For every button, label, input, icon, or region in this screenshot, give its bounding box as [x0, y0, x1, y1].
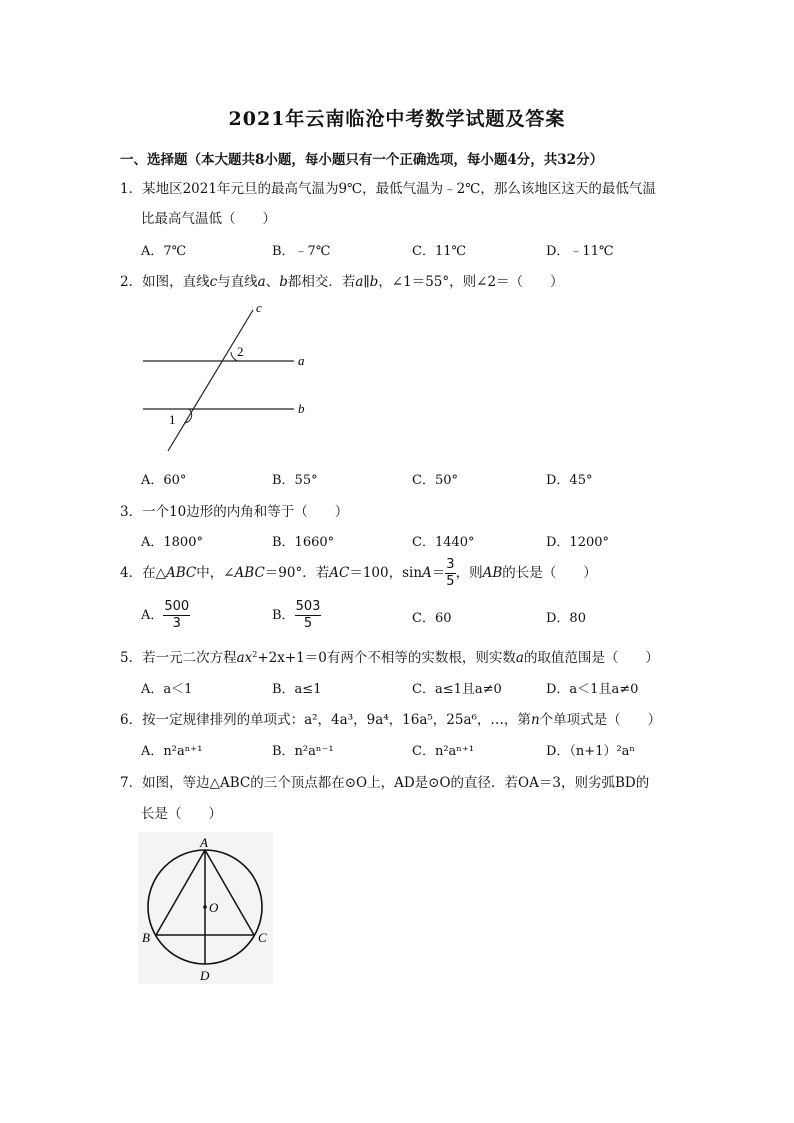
angle-1-arc — [184, 409, 192, 423]
q6-option-b: B．n²aⁿ⁻¹ — [272, 744, 334, 759]
label-angle-2: 2 — [237, 344, 244, 359]
q6-option-c: C．n²aⁿ⁺¹ — [412, 744, 474, 759]
label-O: O — [209, 900, 219, 915]
page-title: 2021年云南临沧中考数学试题及答案 — [228, 108, 566, 130]
question-7-line-1: 7．如图，等边△ABC的三个顶点都在⊙O上，AD是⊙O的直径．若OA＝3，则劣弧BD的 — [120, 775, 650, 791]
label-a: a — [298, 353, 305, 368]
question-7-line-2: 长是（ ） — [141, 806, 222, 822]
q5-option-d: D．a＜1且a≠0 — [546, 682, 639, 697]
q6-option-d: D．（n+1）²aⁿ — [546, 744, 636, 759]
question-2-text: 2．如图，直线c与直线a、b都相交．若a∥b，∠1＝55°，则∠2＝（ ） — [120, 274, 564, 290]
q2-option-b: B．55° — [272, 473, 318, 488]
question-3-text: 3．一个10边形的内角和等于（ ） — [120, 504, 349, 520]
q5-option-c: C．a≤1且a≠0 — [412, 682, 502, 697]
q4-option-a: A． $\frac{500}{3}$ — [141, 599, 190, 631]
question-6-text: 6．按一定规律排列的单项式：a²，4a³，9a⁴，16a⁵，25a⁶，…，第n个单项式是（ ） — [120, 712, 662, 728]
q1-option-a: A．7℃ — [141, 244, 187, 259]
label-C: C — [258, 930, 267, 945]
question-4-text: 4．在△ABC中，∠ABC＝90°．若AC＝100，sinA＝ $\frac{3}{5}$ ，则AB的长是（ ） — [120, 557, 597, 589]
label-A: A — [200, 835, 208, 850]
label-b: b — [298, 401, 305, 416]
q4-option-d: D．80 — [546, 611, 586, 626]
q6-option-a: A．n²aⁿ⁺¹ — [141, 744, 203, 759]
q3-option-a: A．1800° — [141, 535, 203, 550]
q1-option-c: C．11℃ — [412, 244, 467, 259]
q1-option-b: B．﹣7℃ — [272, 244, 331, 259]
label-angle-1: 1 — [169, 412, 176, 427]
q5-option-b: B．a≤1 — [272, 682, 322, 697]
center-point — [203, 905, 207, 909]
q4-option-b: B． $\frac{503}{5}$ — [272, 599, 321, 631]
q2-option-a: A．60° — [141, 473, 187, 488]
label-D: D — [200, 968, 210, 983]
fraction-3-over-5: $\frac{3}{5}$ — [446, 557, 455, 589]
question-1-line-2: 比最高气温低（ ） — [141, 211, 276, 227]
line-c — [168, 310, 253, 451]
q5-option-a: A．a＜1 — [141, 682, 193, 697]
q4-option-c: C．60 — [412, 611, 452, 626]
q1-option-d: D．﹣11℃ — [546, 244, 614, 259]
q2-option-d: D．45° — [546, 473, 593, 488]
q3-option-d: D．1200° — [546, 535, 610, 550]
q2-option-c: C．50° — [412, 473, 458, 488]
circle-triangle-figure — [138, 832, 273, 984]
label-c: c — [256, 300, 262, 315]
section-heading: 一、选择题（本大题共8小题，每小题只有一个正确选项，每小题4分，共32分） — [120, 152, 604, 168]
label-B: B — [142, 930, 150, 945]
question-5-text: 5．若一元二次方程$ax^2+2x+1=0$有两个不相等的实数根，则实数a的取值范围是（ ） — [120, 650, 659, 666]
parallel-lines-figure — [138, 298, 318, 458]
q3-option-c: C．1440° — [412, 535, 475, 550]
question-1-line-1: 1．某地区2021年元旦的最高气温为9℃，最低气温为﹣2℃，那么该地区这天的最低气温 — [120, 181, 656, 197]
q3-option-b: B．1660° — [272, 535, 335, 550]
